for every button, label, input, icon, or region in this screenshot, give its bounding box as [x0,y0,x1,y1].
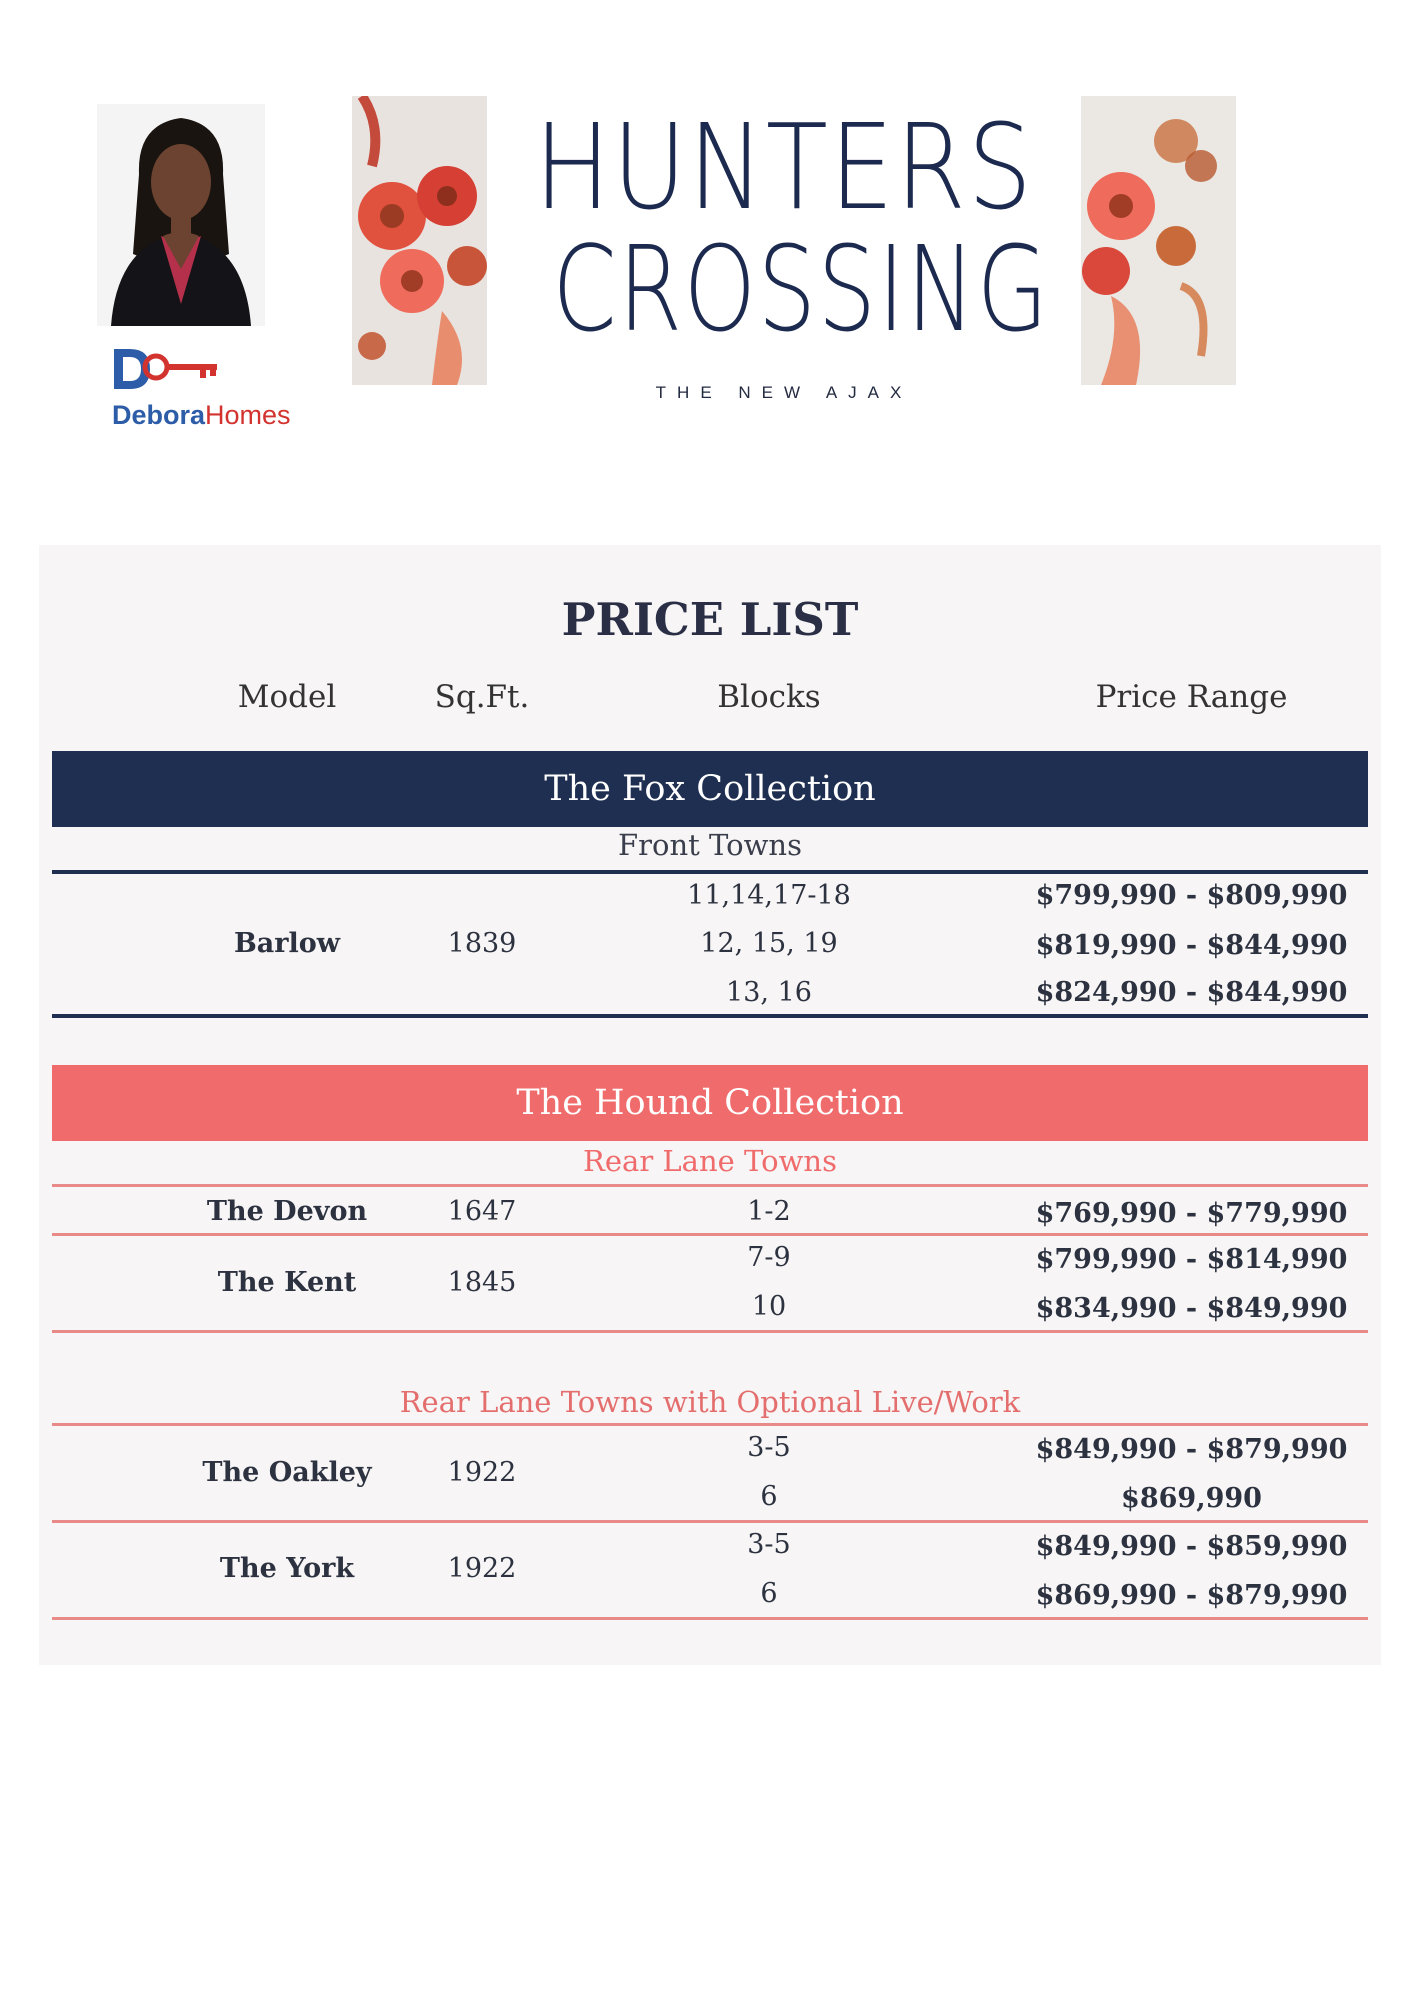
price-list-title: PRICE LIST [561,593,859,646]
price-kent-2: $834,990 - $849,990 [1035,1293,1348,1324]
price-barlow-2: $819,990 - $844,990 [1035,930,1348,961]
brand-name: DeboraHomes [112,400,291,430]
price-oakley-1: $849,990 - $879,990 [1035,1434,1348,1465]
price-oakley-2: $869,990 [1121,1483,1262,1514]
blocks-kent-2: 10 [751,1291,787,1322]
model-oakley: The Oakley [202,1457,372,1488]
divider [52,870,1368,874]
price-barlow-3: $824,990 - $844,990 [1035,977,1348,1008]
tagline: THE NEW AJAX [655,383,913,402]
price-kent-1: $799,990 - $814,990 [1035,1244,1348,1275]
brand-logo [112,345,332,435]
key-logo-icon [112,345,232,397]
price-york-2: $869,990 - $879,990 [1035,1580,1348,1611]
title-line-1: HUNTERS [534,98,1034,236]
blocks-york-1: 3-5 [747,1529,791,1560]
flower-decoration-left [352,96,487,385]
divider [52,1184,1368,1187]
blocks-barlow-2: 12, 15, 19 [700,928,838,959]
blocks-oakley-1: 3-5 [747,1432,791,1463]
price-devon: $769,990 - $779,990 [1035,1198,1348,1229]
blocks-oakley-2: 6 [760,1481,778,1512]
sqft-york: 1922 [447,1553,517,1584]
price-york-1: $849,990 - $859,990 [1035,1531,1348,1562]
sqft-devon: 1647 [447,1196,517,1227]
model-devon: The Devon [206,1196,368,1227]
column-header-sqft: Sq.Ft. [434,679,530,715]
title-line-2: CROSSING [552,220,1050,358]
blocks-devon: 1-2 [747,1196,791,1227]
sqft-barlow: 1839 [447,928,517,959]
blocks-york-2: 6 [760,1578,778,1609]
price-list-panel [39,545,1381,1665]
sqft-oakley: 1922 [447,1457,517,1488]
hound-collection-band: The Hound Collection [52,1065,1368,1141]
fox-collection-band: The Fox Collection [52,751,1368,827]
divider [52,1617,1368,1620]
blocks-kent-1: 7-9 [747,1242,791,1273]
live-work-towns-label: Rear Lane Towns with Optional Live/Work [399,1385,1021,1419]
blocks-barlow-1: 11,14,17-18 [687,880,851,911]
column-header-model: Model [237,679,337,715]
sqft-kent: 1845 [447,1267,517,1298]
column-header-price: Price Range [1095,679,1288,715]
blocks-barlow-3: 13, 16 [726,977,812,1008]
divider [52,1520,1368,1523]
divider [52,1330,1368,1333]
model-york: The York [219,1553,355,1584]
front-towns-label: Front Towns [618,828,802,862]
divider [52,1014,1368,1018]
column-header-blocks: Blocks [717,679,821,715]
model-kent: The Kent [217,1267,357,1298]
divider [52,1233,1368,1236]
rear-lane-towns-label: Rear Lane Towns [583,1144,837,1178]
price-barlow-1: $799,990 - $809,990 [1035,880,1348,911]
divider [52,1423,1368,1426]
model-barlow: Barlow [233,928,341,959]
flower-decoration-right [1081,96,1236,385]
agent-photo [97,104,265,326]
